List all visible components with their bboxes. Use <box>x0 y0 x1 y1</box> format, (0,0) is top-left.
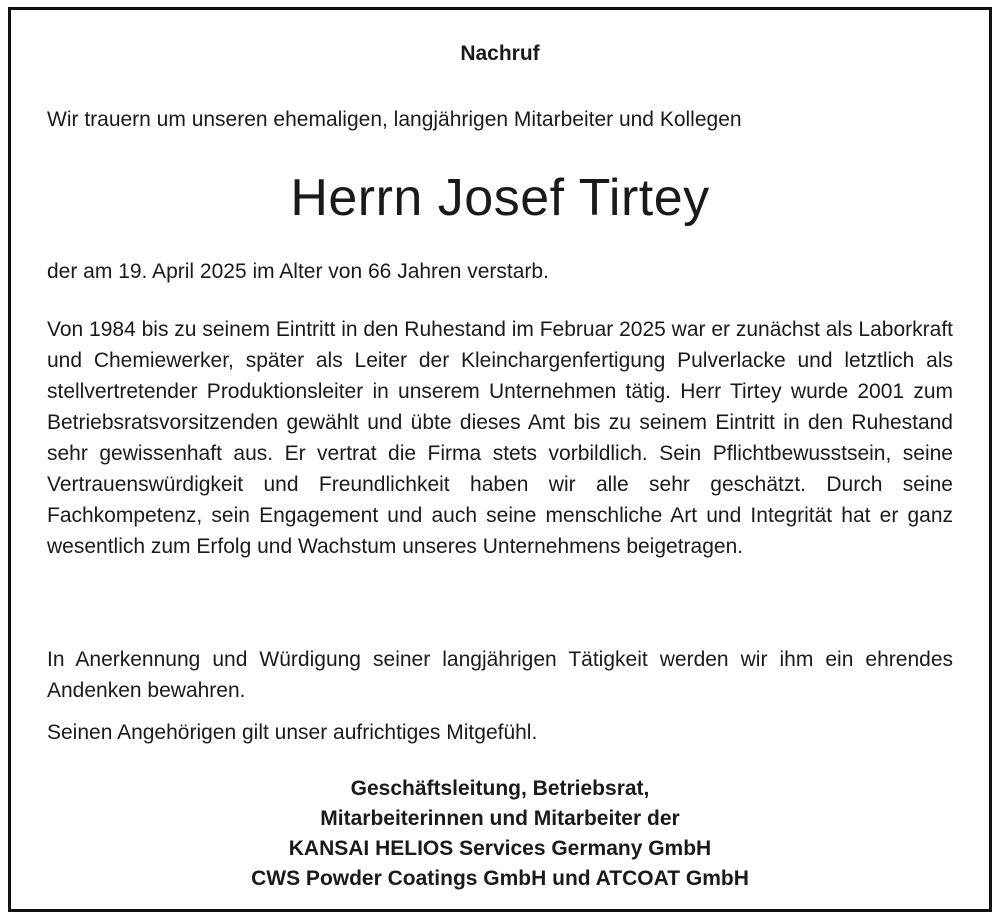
signature-line: CWS Powder Coatings GmbH und ATCOAT GmbH <box>251 867 749 890</box>
career-paragraph: Von 1984 bis zu seinem Eintritt in den Ruhestand im Februar 2025 war er zunächst als Laborkraft und Chemiewerker, später als Leiter der Kleinchargenfertigung Pulverlacke und letztlich als stellvertretender Produktionsleiter in unserem Unternehmen tätig. Herr Tirtey wurde 2001 zum Betriebsratsvorsitzenden gewählt und übte dieses Amt bis zu seinem Eintritt in den Ruhestand sehr gewissenhaft aus. Er vertrat die Firma stets vorbildlich. Sein Pflichtbewusstsein, seine Vertrauenswürdigkeit und Freundlichkeit haben wir alle sehr geschätzt. Durch seine Fachkompetenz, sein Engagement und auch seine menschliche Art und Integrität hat er ganz wesentlich zum Erfolg und Wachstum unseres Unternehmens beigetragen. <box>47 318 953 558</box>
remembrance-paragraph: In Anerkennung und Würdigung seiner langjährigen Tätigkeit werden wir ihm ein ehrendes Andenken bewahren. <box>47 648 953 702</box>
signature-block <box>47 774 953 894</box>
signature-line: KANSAI HELIOS Services Germany GmbH <box>288 837 712 860</box>
signature-line: Geschäftsleitung, Betriebsrat, <box>350 777 650 800</box>
intro-text: Wir trauern um unseren ehemaligen, langjährigen Mitarbeiter und Kollegen <box>47 108 742 131</box>
notice-heading: Nachruf <box>460 42 540 65</box>
deceased-name: Herrn Josef Tirtey <box>290 169 710 227</box>
condolence-paragraph: Seinen Angehörigen gilt unser aufrichtiges Mitgefühl. <box>47 721 538 744</box>
obituary-notice <box>8 7 992 912</box>
death-date-text: der am 19. April 2025 im Alter von 66 Jahren verstarb. <box>47 260 549 283</box>
notice-content <box>47 10 953 909</box>
signature-line: Mitarbeiterinnen und Mitarbeiter der <box>320 807 680 830</box>
